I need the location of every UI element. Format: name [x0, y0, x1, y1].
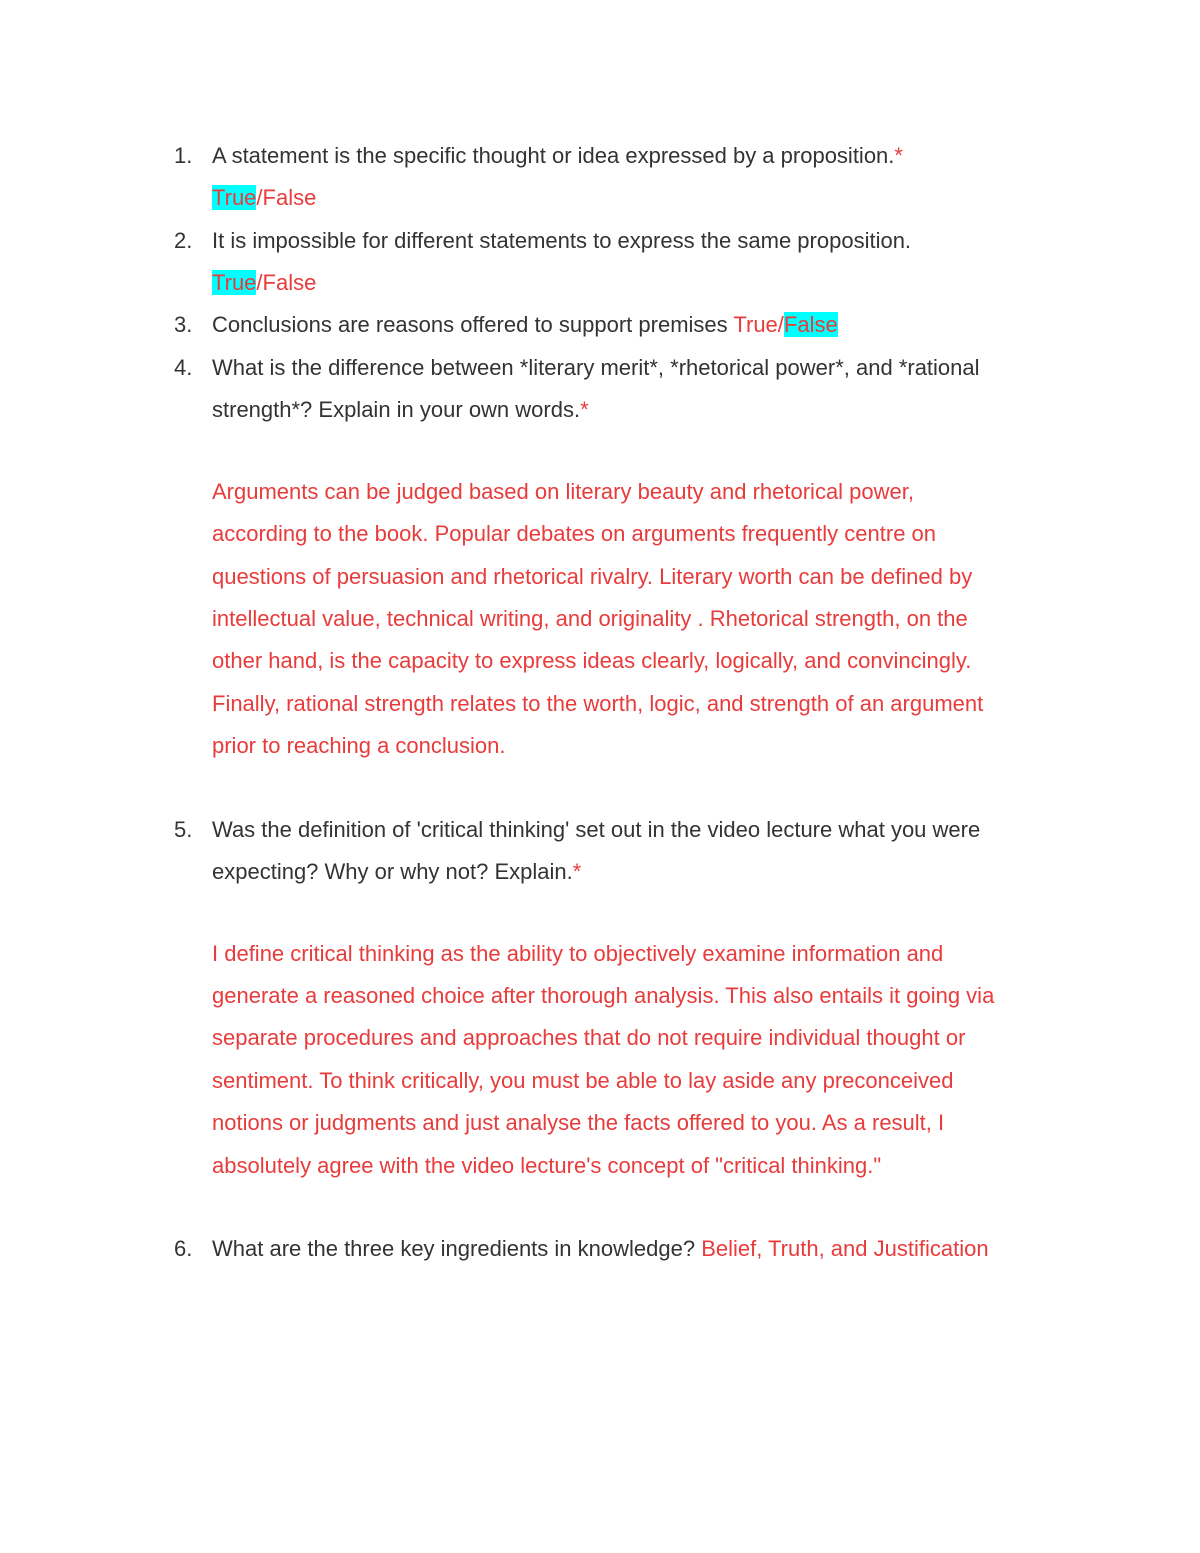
question-1-text: [212, 141, 903, 171]
answer-5-line: sentiment. To think critically, you must be able to lay aside any preconceived: [212, 1068, 954, 1093]
option-false: False: [262, 270, 317, 295]
option-true-selected: True: [212, 185, 257, 210]
option-separator: /: [256, 270, 263, 295]
option-separator: /: [256, 185, 263, 210]
question-4-text-line2: [212, 395, 589, 425]
question-3-label: Conclusions are reasons offered to support premises: [212, 312, 734, 337]
required-mark: *: [580, 397, 589, 422]
question-6-label: What are the three key ingredients in knowledge?: [212, 1236, 702, 1261]
question-1-options: [212, 183, 316, 213]
question-3-text: [212, 310, 838, 340]
question-5-label: expecting? Why or why not? Explain.: [212, 859, 573, 884]
question-1-label: A statement is the specific thought or idea expressed by a proposition.: [212, 143, 895, 168]
question-3-number: 3.: [174, 312, 193, 337]
answer-4-line: other hand, is the capacity to express ideas clearly, logically, and convincingly.: [212, 648, 972, 673]
answer-5-line: notions or judgments and just analyse the facts offered to you. As a result, I: [212, 1110, 945, 1135]
question-2-number: 2.: [174, 228, 193, 253]
answer-5-line: generate a reasoned choice after thorough analysis. This also entails it going via: [212, 983, 995, 1008]
answer-4-line: questions of persuasion and rhetorical rivalry. Literary worth can be defined by: [212, 564, 973, 589]
question-6-number: 6.: [174, 1236, 193, 1261]
answer-4-line: Arguments can be judged based on literary beauty and rhetorical power,: [212, 479, 914, 504]
question-1-number: 1.: [174, 143, 193, 168]
option-false-selected: False: [783, 312, 838, 337]
option-separator: /: [777, 312, 784, 337]
required-mark: *: [572, 859, 582, 884]
answer-4-line: prior to reaching a conclusion.: [212, 733, 506, 758]
question-2-text: It is impossible for different statements to express the same proposition.: [212, 228, 912, 253]
answer-4-line: Finally, rational strength relates to the worth, logic, and strength of an argument: [212, 691, 984, 716]
option-true: True: [733, 312, 778, 337]
question-4-number: 4.: [174, 355, 193, 380]
required-mark: *: [894, 143, 903, 168]
answer-5-line: absolutely agree with the video lecture's concept of "critical thinking.": [212, 1153, 882, 1178]
answer-5-line: I define critical thinking as the ability to objectively examine information and: [212, 941, 944, 966]
answer-4-line: according to the book. Popular debates on arguments frequently centre on: [212, 521, 937, 546]
answer-6: Belief, Truth, and Justification: [701, 1236, 989, 1261]
option-true-selected: True: [212, 270, 257, 295]
question-5-text-line1: Was the definition of 'critical thinking' set out in the video lecture what you were: [212, 817, 981, 842]
question-6-text: [212, 1234, 989, 1264]
option-false: False: [262, 185, 317, 210]
question-2-options: [212, 268, 316, 298]
question-4-label: strength*? Explain in your own words.: [212, 397, 581, 422]
answer-4-line: intellectual value, technical writing, and originality . Rhetorical strength, on the: [212, 606, 968, 631]
question-4-text-line1: What is the difference between *literary merit*, *rhetorical power*, and *rational: [212, 355, 980, 380]
question-5-text-line2: [212, 857, 581, 887]
question-5-number: 5.: [174, 817, 193, 842]
answer-5-line: separate procedures and approaches that do not require individual thought or: [212, 1025, 966, 1050]
